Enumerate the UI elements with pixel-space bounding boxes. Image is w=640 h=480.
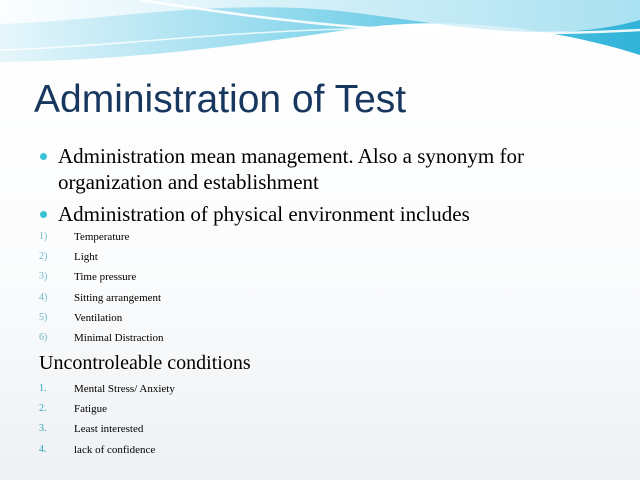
list-text: Sitting arrangement [74,291,162,304]
list-text: lack of confidence [74,443,156,456]
list-number: 4. [39,443,47,455]
list-number: 6) [39,331,48,343]
bullet-item [40,143,630,195]
list-number: 4) [39,291,48,303]
list-text: Time pressure [74,271,137,284]
bullet-text: Administration mean management. Also a synonym for organization and establishment [58,144,524,194]
list-number: 2. [39,403,47,415]
list-text: Light [74,251,98,264]
bullet-dot-icon [40,211,47,218]
bullet-item [40,201,630,227]
bullet-list [40,143,630,233]
section-subheading: Uncontroleable conditions [39,352,251,374]
bullet-dot-icon [40,153,47,160]
list-text: Fatigue [74,403,107,416]
list-text: Mental Stress/ Anxiety [74,383,175,395]
list-number: 1. [39,383,47,394]
list-text: Least interested [74,423,144,436]
bullet-text: Administration of physical environment includes [58,202,470,226]
list-text: Ventilation [74,311,123,324]
list-text: Minimal Distraction [74,331,164,344]
list-text: Temperature [74,231,130,243]
list-number: 5) [39,311,48,323]
list-number: 2) [39,251,48,263]
list-number: 1) [39,231,48,242]
list-number: 3. [39,423,47,435]
header-wave-banner [0,0,640,80]
slide-title: Administration of Test [34,78,407,121]
list-number: 3) [39,271,48,283]
